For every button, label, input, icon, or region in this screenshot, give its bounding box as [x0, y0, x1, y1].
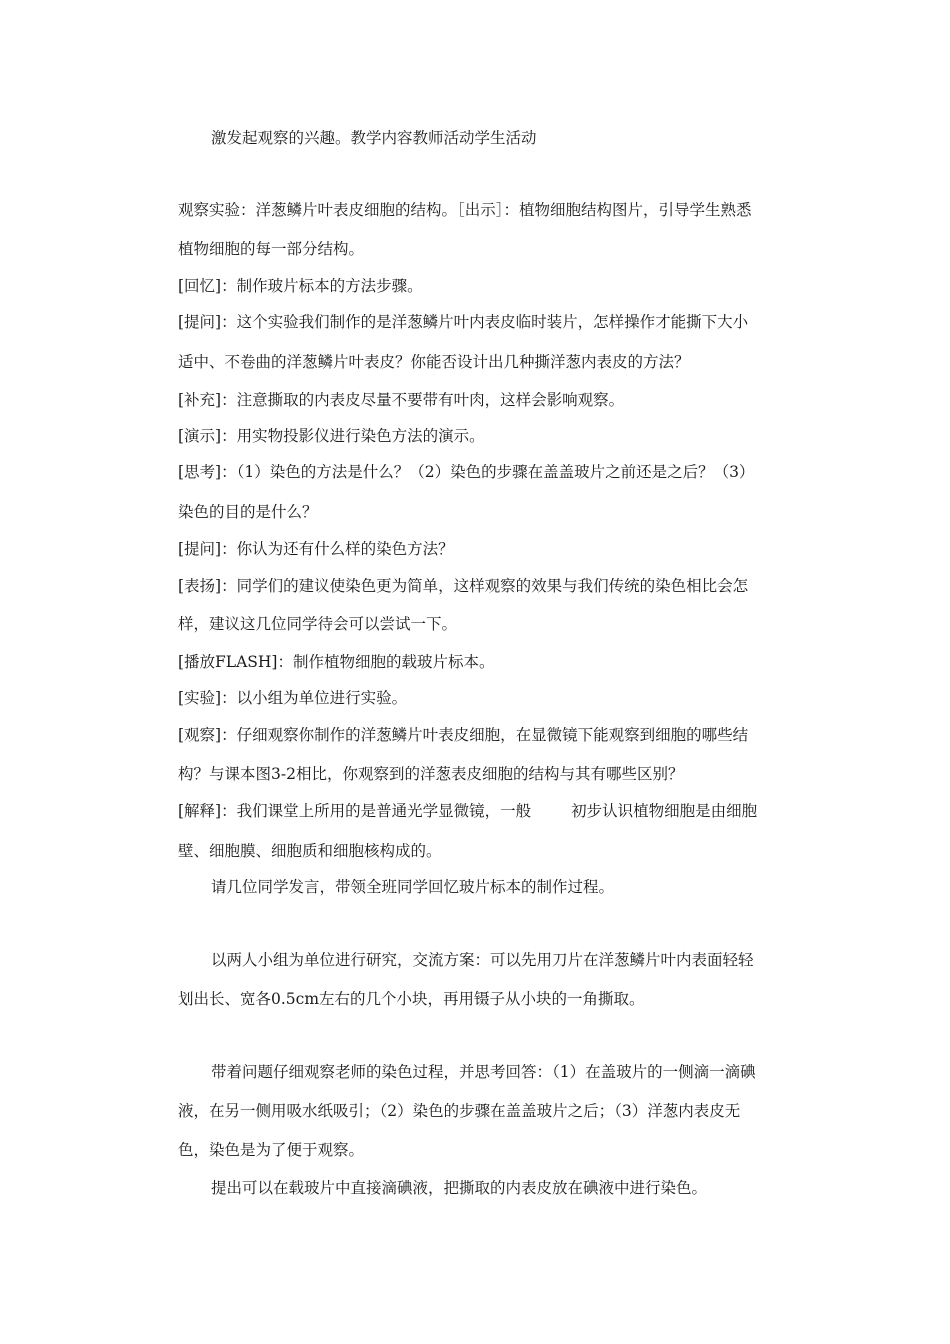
paragraph-line: 液，在另一侧用吸水纸吸引；（2）染色的步骤在盖盖玻片之后；（3）洋葱内表皮无 — [178, 1102, 741, 1120]
paragraph-line: [表扬]：同学们的建议使染色更为简单，这样观察的效果与我们传统的染色相比会怎 — [178, 577, 749, 595]
paragraph-line: 以两人小组为单位进行研究，交流方案：可以先用刀片在洋葱鳞片叶内表面轻轻 — [211, 951, 754, 969]
paragraph-line: [提问]：你认为还有什么样的染色方法？ — [178, 540, 454, 558]
paragraph-line: [回忆]：制作玻片标本的方法步骤。 — [178, 277, 423, 295]
paragraph-text: 初步认识植物细胞是由细胞 — [571, 802, 758, 820]
paragraph-line: [演示]：用实物投影仪进行染色方法的演示。 — [178, 427, 485, 445]
paragraph-line: 划出长、宽各0.5cm左右的几个小块，再用镊子从小块的一角撕取。 — [178, 990, 645, 1008]
paragraph-line: [补充]：注意撕取的内表皮尽量不要带有叶肉，这样会影响观察。 — [178, 391, 625, 409]
paragraph-line: 样，建议这几位同学待会可以尝试一下。 — [178, 615, 458, 633]
paragraph-line: 请几位同学发言，带领全班同学回忆玻片标本的制作过程。 — [211, 878, 615, 896]
paragraph-line: 壁、细胞膜、细胞质和细胞核构成的。 — [178, 842, 442, 860]
paragraph-line: 带着问题仔细观察老师的染色过程，并思考回答：（1）在盖玻片的一侧滴一滴碘 — [211, 1063, 756, 1081]
paragraph-line: [实验]：以小组为单位进行实验。 — [178, 689, 408, 707]
paragraph-line — [178, 801, 818, 821]
paragraph-line: 构？与课本图3-2相比，你观察到的洋葱表皮细胞的结构与其有哪些区别？ — [178, 765, 684, 783]
paragraph-line: [播放FLASH]：制作植物细胞的载玻片标本。 — [178, 653, 495, 671]
paragraph-line: [提问]：这个实验我们制作的是洋葱鳞片叶内表皮临时装片，怎样操作才能撕下大小 — [178, 313, 749, 331]
paragraph-line: 色，染色是为了便于观察。 — [178, 1141, 365, 1159]
paragraph-line: [观察]：仔细观察你制作的洋葱鳞片叶表皮细胞，在显微镜下能观察到细胞的哪些结 — [178, 726, 749, 744]
paragraph-text: [解释]：我们课堂上所用的是普通光学显微镜，一般 — [178, 802, 532, 820]
paragraph-line: 激发起观察的兴趣。教学内容教师活动学生活动 — [211, 129, 537, 147]
paragraph-line: 染色的目的是什么？ — [178, 503, 318, 521]
paragraph-line: 适中、不卷曲的洋葱鳞片叶表皮？你能否设计出几种撕洋葱内表皮的方法？ — [178, 353, 690, 371]
paragraph-line: 观察实验：洋葱鳞片叶表皮细胞的结构。［出示］：植物细胞结构图片，引导学生熟悉 — [178, 201, 752, 219]
paragraph-line: 提出可以在载玻片中直接滴碘液，把撕取的内表皮放在碘液中进行染色。 — [211, 1179, 708, 1197]
paragraph-line: [思考]：（1）染色的方法是什么？（2）染色的步骤在盖盖玻片之前还是之后？（3） — [178, 463, 755, 481]
paragraph-line: 植物细胞的每一部分结构。 — [178, 240, 365, 258]
